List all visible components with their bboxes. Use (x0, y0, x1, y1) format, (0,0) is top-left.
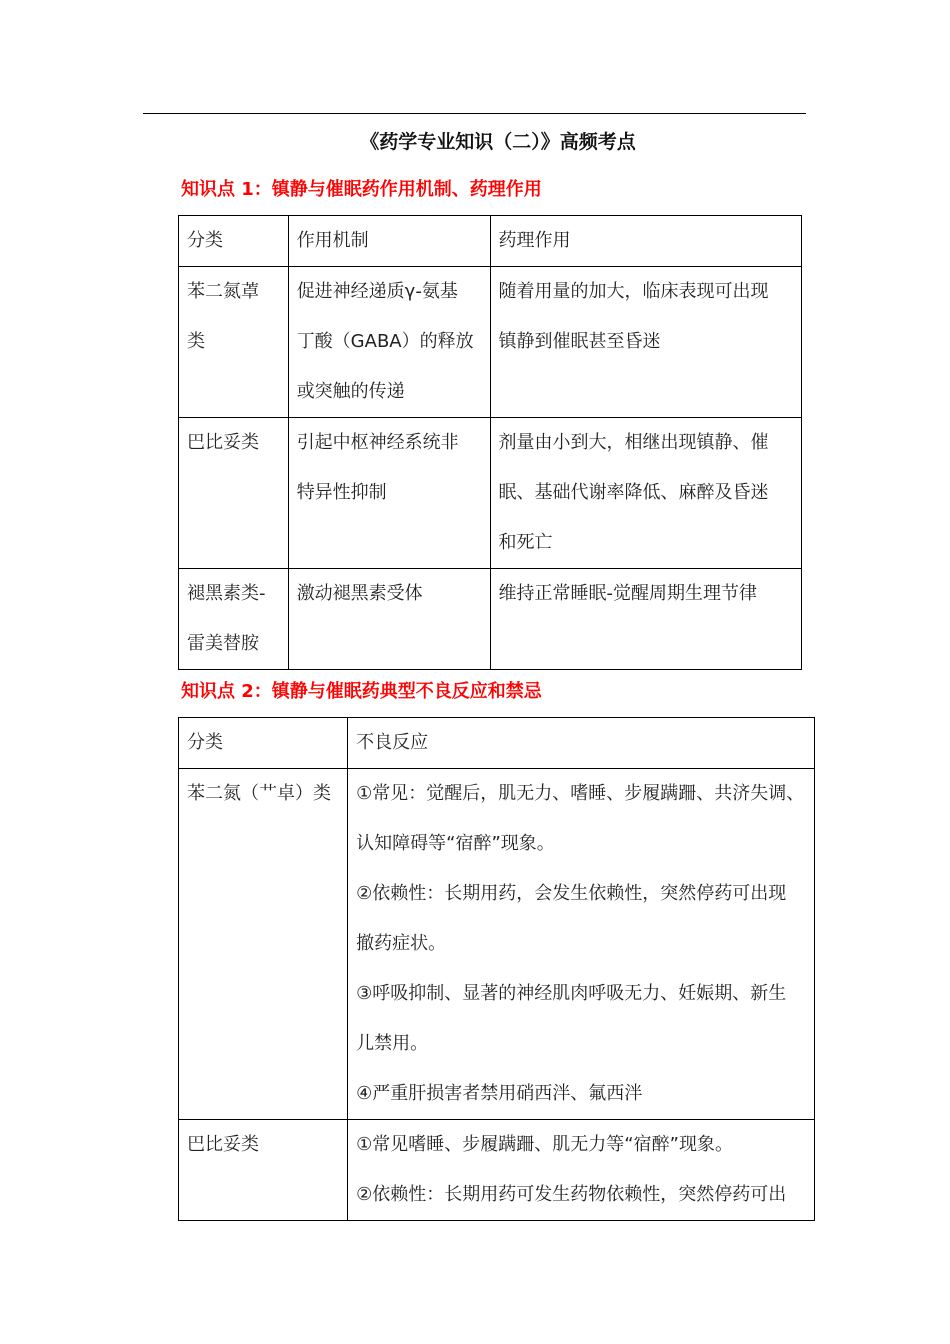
table-header-row (179, 718, 815, 769)
effect-cell: 随着用量的加大，临床表现可出现 镇静到催眠甚至昏迷 (490, 267, 801, 418)
header-cell-reactions: 不良反应 (348, 718, 815, 769)
mechanism-cell: 引起中枢神经系统非 特异性抑制 (288, 418, 490, 569)
table-row (179, 1120, 815, 1221)
reactions-cell: ①常见：觉醒后，肌无力、嗜睡、步履蹒跚、共济失调、 认知障碍等“宿醉”现象。 ②依赖性：长期用药，会发生依赖性，突然停药可出现 撤药症状。 ③呼吸抑制、显著的神经肌肉呼吸无力、妊娠期、新生 儿禁用。 ④严重肝损害者禁用硝西泮、氟西泮 (348, 769, 815, 1120)
document-title: 《药学专业知识（二）》高频考点 (360, 131, 636, 153)
table-row (179, 418, 802, 569)
section-heading-2: 知识点 2：镇静与催眠药典型不良反应和禁忌 (181, 681, 542, 702)
effect-cell: 剂量由小到大，相继出现镇静、催 眠、基础代谢率降低、麻醉及昏迷 和死亡 (490, 418, 801, 569)
mechanism-cell: 激动褪黑素受体 (288, 569, 490, 670)
header-rule (143, 113, 806, 114)
header-cell-effect: 药理作用 (490, 216, 801, 267)
category-cell: 巴比妥类 (179, 1120, 348, 1221)
category-cell: 苯二氮䓬 类 (179, 267, 289, 418)
header-cell-category: 分类 (179, 718, 348, 769)
mechanism-cell: 促进神经递质γ-氨基 丁酸（GABA）的释放 或突触的传递 (288, 267, 490, 418)
header-cell-category: 分类 (179, 216, 289, 267)
reactions-cell: ①常见嗜睡、步履蹒跚、肌无力等“宿醉”现象。 ②依赖性：长期用药可发生药物依赖性，突然停药可出 (348, 1120, 815, 1221)
category-cell: 巴比妥类 (179, 418, 289, 569)
category-cell: 苯二氮（艹卓）类 (179, 769, 348, 1120)
effect-cell: 维持正常睡眠-觉醒周期生理节律 (490, 569, 801, 670)
mechanism-table (178, 215, 802, 670)
table-header-row (179, 216, 802, 267)
section-heading-1: 知识点 1：镇静与催眠药作用机制、药理作用 (181, 179, 542, 200)
table-row (179, 569, 802, 670)
header-cell-mechanism: 作用机制 (288, 216, 490, 267)
table-row (179, 769, 815, 1120)
table-row (179, 267, 802, 418)
category-cell: 褪黑素类- 雷美替胺 (179, 569, 289, 670)
adverse-reaction-table (178, 717, 815, 1221)
